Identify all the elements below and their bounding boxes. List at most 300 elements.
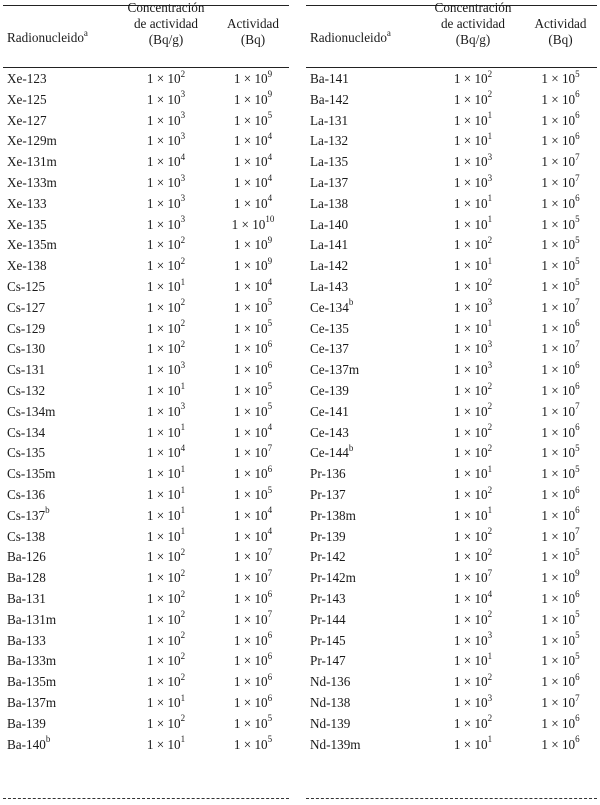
activity-exponent: 9 — [267, 255, 273, 266]
activity-mantissa: 1 × 10 — [541, 71, 576, 86]
activity-concentration-cell — [111, 568, 221, 589]
activity-concentration-cell — [111, 464, 221, 485]
activity-cell — [217, 631, 289, 652]
concentration-exponent: 4 — [180, 151, 186, 162]
activity-mantissa: 1 × 10 — [233, 382, 268, 398]
activity-mantissa: 1 × 10 — [541, 694, 576, 710]
radionuclide-name: La-142 — [310, 258, 349, 274]
radionuclide-name: Nd-139m — [310, 736, 361, 752]
activity-mantissa: 1 × 10 — [233, 570, 268, 586]
activity-cell — [524, 131, 597, 152]
concentration-mantissa: 1 × 10 — [146, 71, 181, 86]
radionuclide-cell — [7, 693, 115, 714]
concentration-exponent: 1 — [487, 110, 493, 121]
radionuclide-name: Pr-136 — [310, 466, 346, 482]
table-row — [3, 339, 289, 360]
activity-concentration-cell — [418, 423, 528, 444]
radionuclide-cell — [310, 506, 418, 527]
concentration-exponent: 2 — [487, 713, 493, 724]
radionuclide-name: Xe-125 — [7, 91, 47, 107]
activity-concentration-cell — [418, 714, 528, 735]
radionuclide-cell — [7, 547, 115, 568]
table-row — [3, 111, 289, 132]
activity-exponent: 6 — [575, 131, 580, 141]
concentration-mantissa: 1 × 10 — [146, 486, 181, 502]
table-row — [3, 547, 289, 568]
table-row — [306, 277, 597, 298]
activity-mantissa: 1 × 10 — [541, 549, 576, 565]
activity-cell — [217, 131, 289, 152]
activity-concentration-cell — [111, 443, 221, 464]
radionuclide-name: Ce-141 — [310, 403, 349, 419]
activity-mantissa: 1 × 10 — [541, 736, 576, 752]
radionuclide-cell — [7, 631, 115, 652]
activity-exponent: 5 — [575, 463, 580, 474]
concentration-mantissa: 1 × 10 — [146, 195, 181, 211]
radionuclide-cell — [7, 319, 115, 340]
activity-exponent: 5 — [575, 630, 580, 641]
activity-exponent: 7 — [267, 546, 273, 557]
concentration-exponent: 2 — [180, 588, 186, 599]
activity-concentration-cell — [111, 672, 221, 693]
radionuclide-cell — [310, 90, 418, 111]
activity-exponent: 6 — [267, 671, 273, 682]
radionuclide-cell — [7, 443, 115, 464]
activity-mantissa: 1 × 10 — [541, 507, 576, 523]
activity-concentration-cell — [111, 173, 221, 194]
table-row — [3, 527, 289, 548]
activity-cell — [217, 381, 289, 402]
table-row — [306, 464, 597, 485]
table-row — [306, 90, 597, 111]
table-row — [306, 235, 597, 256]
activity-exponent: 4 — [267, 276, 273, 287]
activity-mantissa: 1 × 10 — [541, 486, 576, 502]
activity-cell — [217, 527, 289, 548]
radionuclide-cell — [310, 194, 418, 215]
concentration-mantissa: 1 × 10 — [146, 507, 181, 523]
concentration-exponent: 2 — [487, 671, 493, 682]
radionuclide-name: Cs-125 — [7, 278, 46, 294]
footnote-mark: b — [348, 297, 354, 308]
activity-concentration-cell — [418, 485, 528, 506]
activity-mantissa: 1 × 10 — [541, 632, 576, 648]
radionuclide-name: Pr-147 — [310, 653, 346, 669]
activity-mantissa: 1 × 10 — [541, 403, 576, 419]
concentration-mantissa: 1 × 10 — [453, 174, 488, 190]
radionuclide-cell — [310, 111, 418, 132]
concentration-exponent: 1 — [180, 422, 186, 433]
radionuclide-cell — [310, 277, 418, 298]
table-row — [306, 651, 597, 672]
radionuclide-name: Xe-131m — [7, 154, 57, 170]
concentration-exponent: 1 — [487, 505, 493, 516]
activity-mantissa: 1 × 10 — [233, 694, 268, 710]
table-row — [306, 173, 597, 194]
activity-concentration-cell — [111, 610, 221, 631]
rows-left — [3, 69, 289, 755]
activity-mantissa: 1 × 10 — [233, 528, 268, 544]
activity-cell — [524, 693, 597, 714]
concentration-exponent: 1 — [487, 463, 493, 474]
radionuclide-name: Xe-129m — [7, 133, 57, 149]
concentration-exponent: 2 — [487, 422, 493, 433]
activity-mantissa: 1 × 10 — [541, 278, 576, 294]
radionuclide-cell — [7, 69, 115, 90]
activity-cell — [524, 319, 597, 340]
concentration-exponent: 1 — [487, 255, 493, 266]
activity-concentration-cell — [418, 693, 528, 714]
concentration-exponent: 2 — [487, 442, 493, 453]
radionuclide-name: Ce-134 — [310, 299, 349, 315]
activity-mantissa: 1 × 10 — [233, 653, 268, 669]
activity-exponent: 7 — [267, 567, 273, 578]
concentration-exponent: 1 — [180, 692, 186, 703]
concentration-exponent: 1 — [180, 526, 186, 537]
activity-mantissa: 1 × 10 — [233, 154, 268, 170]
table-row — [306, 589, 597, 610]
activity-concentration-cell — [418, 298, 528, 319]
activity-mantissa: 1 × 10 — [233, 590, 268, 606]
table-row — [3, 90, 289, 111]
table-row — [3, 631, 289, 652]
activity-mantissa: 1 × 10 — [233, 195, 268, 211]
concentration-exponent: 2 — [180, 609, 186, 620]
radionuclide-name: Cs-129 — [7, 320, 46, 336]
radionuclide-name: Pr-139 — [310, 528, 346, 544]
activity-concentration-cell — [111, 277, 221, 298]
activity-cell — [217, 402, 289, 423]
concentration-mantissa: 1 × 10 — [453, 91, 488, 107]
activity-exponent: 7 — [267, 609, 273, 620]
table-row — [3, 423, 289, 444]
activity-cell — [524, 360, 597, 381]
radionuclide-cell — [310, 735, 418, 756]
table-row — [306, 672, 597, 693]
concentration-mantissa: 1 × 10 — [453, 653, 488, 669]
radionuclide-cell — [7, 485, 115, 506]
activity-mantissa: 1 × 10 — [541, 91, 576, 107]
table-row — [3, 319, 289, 340]
radionuclide-cell — [7, 215, 115, 236]
activity-concentration-cell — [111, 589, 221, 610]
activity-concentration-cell — [418, 631, 528, 652]
concentration-mantissa: 1 × 10 — [146, 736, 181, 752]
table-row — [3, 651, 289, 672]
radionuclide-name: Xe-135 — [7, 216, 47, 232]
radionuclide-cell — [310, 423, 418, 444]
radionuclide-cell — [310, 360, 418, 381]
activity-exponent: 7 — [575, 401, 580, 412]
activity-cell — [524, 339, 597, 360]
radionuclide-cell — [7, 506, 115, 527]
concentration-mantissa: 1 × 10 — [146, 216, 181, 232]
radionuclide-name: Cs-134 — [7, 424, 46, 440]
table-row — [306, 714, 597, 735]
radionuclide-cell — [310, 256, 418, 277]
concentration-mantissa: 1 × 10 — [453, 507, 488, 523]
activity-cell — [217, 194, 289, 215]
activity-cell — [217, 111, 289, 132]
table-row — [3, 485, 289, 506]
activity-mantissa: 1 × 10 — [541, 611, 576, 627]
concentration-mantissa: 1 × 10 — [146, 382, 181, 398]
concentration-exponent: 3 — [180, 110, 186, 121]
activity-concentration-cell — [111, 506, 221, 527]
activity-mantissa: 1 × 10 — [541, 154, 576, 170]
radionuclide-cell — [310, 131, 418, 152]
footnote-mark: b — [348, 442, 354, 453]
activity-cell — [217, 506, 289, 527]
radionuclide-cell — [7, 173, 115, 194]
concentration-exponent: 3 — [180, 193, 186, 204]
activity-mantissa: 1 × 10 — [233, 112, 268, 128]
table-row — [306, 215, 597, 236]
table-row — [306, 402, 597, 423]
activity-cell — [524, 256, 597, 277]
activity-mantissa: 1 × 10 — [541, 341, 576, 357]
radionuclide-name: Ba-128 — [7, 570, 46, 586]
activity-cell — [217, 568, 289, 589]
activity-concentration-cell — [111, 714, 221, 735]
activity-exponent: 7 — [575, 338, 580, 349]
radionuclide-cell — [7, 423, 115, 444]
radionuclide-cell — [310, 651, 418, 672]
activity-mantissa: 1 × 10 — [541, 653, 576, 669]
table-row — [3, 256, 289, 277]
activity-concentration-cell — [418, 506, 528, 527]
concentration-exponent: 1 — [180, 484, 186, 495]
table-row — [306, 69, 597, 90]
concentration-exponent: 2 — [180, 234, 186, 245]
header-activity-concentration — [111, 0, 221, 58]
activity-exponent: 7 — [575, 526, 580, 537]
table-row — [306, 360, 597, 381]
radionuclide-cell — [310, 485, 418, 506]
activity-exponent: 4 — [267, 526, 273, 537]
radionuclide-name: Cs-136 — [7, 486, 46, 502]
activity-concentration-cell — [111, 235, 221, 256]
activity-cell — [524, 672, 597, 693]
concentration-exponent: 1 — [487, 131, 493, 141]
activity-cell — [217, 693, 289, 714]
activity-exponent: 6 — [575, 671, 580, 682]
radionuclide-name: La-132 — [310, 133, 349, 149]
concentration-exponent: 2 — [487, 484, 493, 495]
radionuclide-cell — [310, 152, 418, 173]
table-row — [3, 194, 289, 215]
activity-mantissa: 1 × 10 — [231, 216, 266, 232]
header-act-line2: (Bq) — [240, 32, 266, 47]
header-act-line1: Actividad — [226, 16, 279, 31]
concentration-mantissa: 1 × 10 — [453, 403, 488, 419]
radionuclide-name: Cs-135 — [7, 445, 46, 461]
activity-cell — [217, 714, 289, 735]
table-row — [3, 215, 289, 236]
activity-concentration-cell — [418, 568, 528, 589]
radionuclide-name: Nd-136 — [310, 674, 351, 690]
activity-cell — [217, 277, 289, 298]
concentration-exponent: 1 — [180, 734, 186, 745]
radionuclide-name: Ba-131 — [7, 590, 46, 606]
concentration-exponent: 4 — [180, 442, 186, 453]
concentration-mantissa: 1 × 10 — [146, 653, 181, 669]
concentration-mantissa: 1 × 10 — [453, 694, 488, 710]
concentration-exponent: 7 — [487, 567, 493, 578]
radionuclide-cell — [310, 402, 418, 423]
concentration-exponent: 3 — [180, 359, 186, 370]
activity-exponent: 6 — [267, 692, 273, 703]
activity-concentration-cell — [418, 402, 528, 423]
header-activity-concentration — [418, 0, 528, 58]
radionuclide-name: La-138 — [310, 195, 349, 211]
activity-concentration-cell — [418, 152, 528, 173]
radionuclide-name: Ce-135 — [310, 320, 349, 336]
radionuclide-name: Pr-137 — [310, 486, 346, 502]
activity-mantissa: 1 × 10 — [233, 632, 268, 648]
concentration-mantissa: 1 × 10 — [453, 278, 488, 294]
activity-exponent: 6 — [575, 734, 580, 745]
activity-mantissa: 1 × 10 — [541, 299, 576, 315]
activity-concentration-cell — [111, 402, 221, 423]
activity-cell — [217, 319, 289, 340]
activity-concentration-cell — [418, 69, 528, 90]
table-row — [306, 131, 597, 152]
concentration-mantissa: 1 × 10 — [146, 112, 181, 128]
radionuclide-cell — [7, 672, 115, 693]
concentration-mantissa: 1 × 10 — [146, 174, 181, 190]
concentration-mantissa: 1 × 10 — [453, 424, 488, 440]
activity-cell — [217, 547, 289, 568]
activity-concentration-cell — [418, 360, 528, 381]
concentration-exponent: 1 — [487, 734, 493, 745]
activity-cell — [524, 402, 597, 423]
activity-cell — [524, 298, 597, 319]
activity-cell — [524, 235, 597, 256]
activity-concentration-cell — [111, 298, 221, 319]
activity-exponent: 6 — [575, 318, 580, 329]
concentration-mantissa: 1 × 10 — [453, 590, 488, 606]
radionuclide-cell — [310, 714, 418, 735]
concentration-mantissa: 1 × 10 — [146, 91, 181, 107]
activity-mantissa: 1 × 10 — [541, 112, 576, 128]
concentration-exponent: 2 — [487, 401, 493, 412]
concentration-mantissa: 1 × 10 — [453, 216, 488, 232]
activity-exponent: 7 — [575, 297, 580, 308]
concentration-mantissa: 1 × 10 — [146, 590, 181, 606]
activity-cell — [217, 69, 289, 90]
activity-exponent: 6 — [575, 380, 580, 391]
table-row — [3, 131, 289, 152]
concentration-mantissa: 1 × 10 — [146, 258, 181, 274]
activity-mantissa: 1 × 10 — [541, 570, 576, 586]
radionuclide-cell — [310, 339, 418, 360]
header-rule — [306, 67, 597, 68]
table-row — [306, 506, 597, 527]
radionuclide-name: Ba-141 — [310, 71, 349, 86]
radionuclide-name: Ba-126 — [7, 549, 46, 565]
radionuclide-name: Cs-127 — [7, 299, 46, 315]
activity-concentration-cell — [111, 111, 221, 132]
activity-mantissa: 1 × 10 — [541, 195, 576, 211]
concentration-mantissa: 1 × 10 — [146, 694, 181, 710]
concentration-mantissa: 1 × 10 — [453, 736, 488, 752]
activity-concentration-cell — [418, 256, 528, 277]
activity-exponent: 5 — [267, 484, 273, 495]
activity-exponent: 5 — [267, 380, 273, 391]
activity-concentration-cell — [418, 735, 528, 756]
concentration-exponent: 2 — [487, 276, 493, 287]
concentration-exponent: 2 — [180, 546, 186, 557]
header-activity — [524, 16, 597, 74]
activity-mantissa: 1 × 10 — [233, 715, 268, 731]
radionuclide-name: Ba-133 — [7, 632, 46, 648]
concentration-exponent: 2 — [487, 546, 493, 557]
radionuclide-name: Xe-133 — [7, 195, 47, 211]
radionuclide-name: Nd-139 — [310, 715, 351, 731]
table-row — [3, 69, 289, 90]
concentration-exponent: 2 — [180, 255, 186, 266]
activity-mantissa: 1 × 10 — [233, 237, 268, 253]
activity-concentration-cell — [418, 651, 528, 672]
radionuclide-name: Pr-144 — [310, 611, 346, 627]
activity-mantissa: 1 × 10 — [233, 174, 268, 190]
table-row — [306, 527, 597, 548]
activity-cell — [524, 506, 597, 527]
activity-cell — [524, 152, 597, 173]
activity-exponent: 6 — [575, 505, 580, 516]
concentration-mantissa: 1 × 10 — [146, 320, 181, 336]
header-radionuclide-sup: a — [386, 27, 391, 38]
activity-exponent: 6 — [267, 630, 273, 641]
radionuclide-name: Pr-145 — [310, 632, 346, 648]
activity-exponent: 5 — [575, 234, 580, 245]
activity-concentration-cell — [111, 485, 221, 506]
activity-cell — [217, 464, 289, 485]
concentration-mantissa: 1 × 10 — [453, 632, 488, 648]
activity-cell — [524, 90, 597, 111]
concentration-mantissa: 1 × 10 — [146, 278, 181, 294]
concentration-mantissa: 1 × 10 — [146, 445, 181, 461]
radionuclide-name: Pr-142m — [310, 570, 356, 586]
activity-cell — [217, 589, 289, 610]
table-row — [3, 714, 289, 735]
concentration-exponent: 2 — [180, 671, 186, 682]
activity-concentration-cell — [418, 547, 528, 568]
concentration-exponent: 3 — [487, 172, 493, 183]
radionuclide-name: Ba-142 — [310, 91, 349, 107]
concentration-exponent: 3 — [487, 692, 493, 703]
radionuclide-cell — [7, 735, 115, 756]
activity-mantissa: 1 × 10 — [541, 320, 576, 336]
radionuclide-cell — [310, 589, 418, 610]
concentration-exponent: 3 — [180, 401, 186, 412]
activity-concentration-cell — [111, 339, 221, 360]
activity-exponent: 5 — [575, 546, 580, 557]
concentration-mantissa: 1 × 10 — [453, 362, 488, 378]
radionuclide-cell — [310, 693, 418, 714]
activity-concentration-cell — [418, 173, 528, 194]
activity-exponent: 7 — [267, 442, 273, 453]
activity-exponent: 6 — [575, 110, 580, 121]
concentration-mantissa: 1 × 10 — [146, 549, 181, 565]
bottom-rule — [306, 798, 597, 799]
activity-cell — [524, 173, 597, 194]
concentration-exponent: 2 — [180, 713, 186, 724]
concentration-mantissa: 1 × 10 — [146, 341, 181, 357]
concentration-exponent: 2 — [180, 68, 186, 79]
radionuclide-cell — [7, 714, 115, 735]
